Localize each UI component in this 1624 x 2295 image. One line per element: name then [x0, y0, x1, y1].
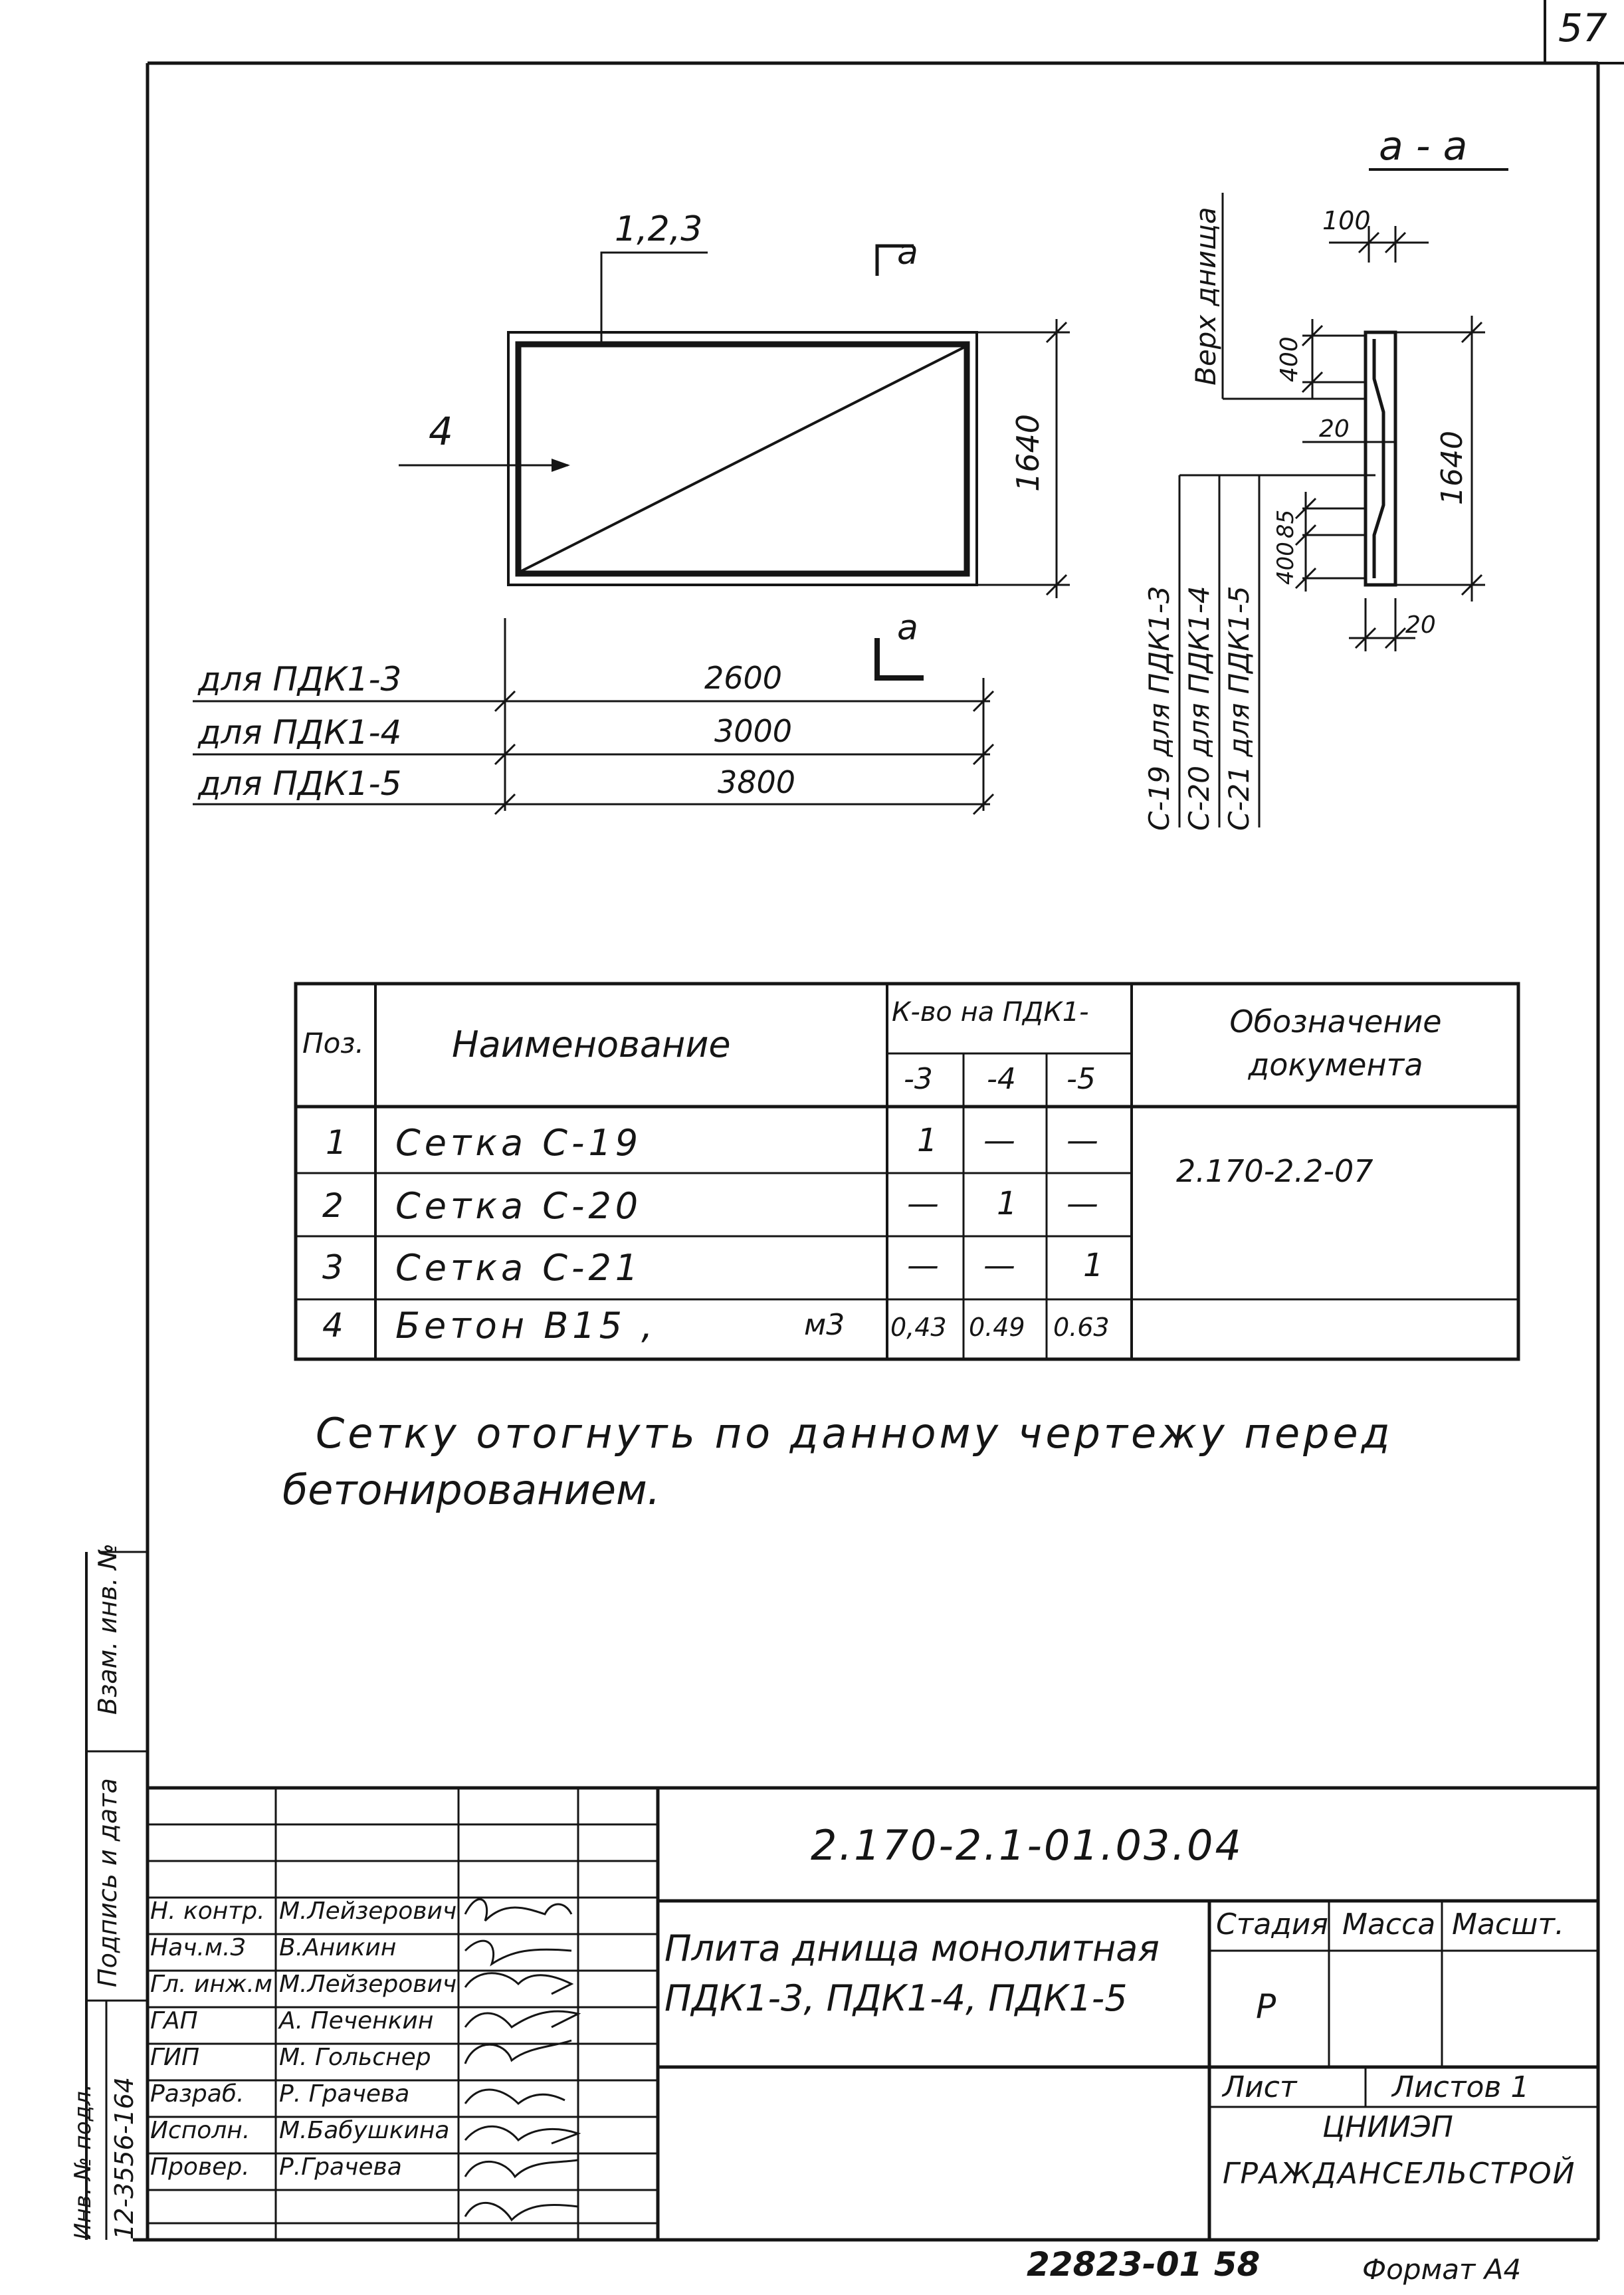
section-title: a - a [1379, 123, 1468, 169]
table-row-2-q4: 1 [997, 1185, 1017, 1222]
table-header-pos: Поз. [302, 1027, 364, 1059]
table-header-qty-4: -4 [987, 1062, 1016, 1096]
section-dim-20-bottom: 20 [1405, 611, 1436, 639]
staff-role-2: Нач.м.З [150, 1934, 246, 1961]
stage-label: Стадия [1216, 1908, 1328, 1941]
scale-label: Масшт. [1452, 1908, 1564, 1941]
length-row-value-3: 3800 [718, 764, 796, 800]
table-header-name: Наименование [452, 1024, 731, 1065]
table-header-qty: К-во на ПДК1- [892, 997, 1089, 1028]
section-dim-85: 85 [1272, 509, 1299, 538]
table-row-4-q4: 0.49 [969, 1313, 1025, 1342]
staff-role-1: Н. контр. [150, 1898, 265, 1925]
staff-role-3: Гл. инж.м [150, 1971, 272, 1998]
table-row-3-q4: — [983, 1247, 1015, 1284]
drawing-title-line-2: ПДК1-3, ПДК1-4, ПДК1-5 [664, 1977, 1128, 2019]
section-dim-20-mid: 20 [1319, 415, 1350, 443]
side-stamp-original-inv: Инв. № подл. [70, 2084, 96, 2240]
section-dim-400-bottom: 400 [1272, 542, 1299, 585]
note-line-2: бетонированием. [282, 1466, 660, 1514]
side-stamp-signature-date: Подпись и дата [93, 1778, 122, 1987]
staff-role-8: Провер. [150, 2153, 250, 2181]
callout-concrete-label: 4 [429, 409, 453, 454]
staff-role-4: ГАП [150, 2007, 198, 2034]
table-row-2-q5: — [1066, 1185, 1098, 1222]
document-code: 2.170-2.1-01.03.04 [811, 1821, 1243, 1870]
signatures [465, 1900, 578, 2220]
note-line-1: Сетку отогнуть по данному чертежу перед [316, 1409, 1393, 1458]
table-row-1-q5: — [1066, 1122, 1098, 1159]
table-row-4-pos: 4 [322, 1306, 344, 1345]
table-row-1-pos: 1 [326, 1123, 347, 1162]
sheet-label: Лист [1223, 2070, 1297, 2104]
mesh-label-c21: С-21 для ПДК1-5 [1223, 586, 1255, 831]
plan-height-dimension: 1640 [1010, 413, 1046, 492]
staff-name-5: М. Гольснер [279, 2044, 431, 2071]
table-row-3-q5: 1 [1083, 1247, 1104, 1284]
section-top-label: Верх днища [1189, 207, 1222, 385]
staff-name-1: М.Лейзерович [279, 1898, 457, 1925]
length-row-label-2: для ПДК1-4 [198, 713, 402, 752]
paper-format: Формат А4 [1362, 2253, 1522, 2286]
section-mark-bottom: a [897, 608, 918, 648]
staff-name-4: А. Печенкин [279, 2007, 434, 2034]
side-stamp-replacement: Взам. инв. № [93, 1543, 122, 1715]
table-row-1-q3: 1 [917, 1122, 938, 1159]
mesh-label-c20: С-20 для ПДК1-4 [1183, 586, 1215, 831]
section-dim-100: 100 [1322, 206, 1371, 235]
mesh-label-c19: С-19 для ПДК1-3 [1143, 586, 1175, 831]
page-number: 57 [1558, 5, 1607, 51]
section-dim-height: 1640 [1435, 431, 1469, 505]
sheets-label: Листов 1 [1392, 2070, 1530, 2104]
table-row-4-name: Бетон В15 , [395, 1305, 657, 1347]
staff-name-6: Р. Грачева [279, 2080, 410, 2108]
archive-number: 22823-01 58 [1027, 2245, 1261, 2284]
staff-name-3: М.Лейзерович [279, 1971, 457, 1998]
drawing-title-line-1: Плита днища монолитная [664, 1927, 1160, 1969]
table-row-3-pos: 3 [322, 1248, 344, 1287]
staff-name-8: Р.Грачева [279, 2153, 402, 2181]
staff-role-7: Исполн. [150, 2117, 251, 2144]
organization-line-2: ГРАЖДАНСЕЛЬСТРОЙ [1223, 2157, 1576, 2191]
length-row-value-1: 2600 [704, 660, 783, 696]
section-mark-top: a [897, 233, 918, 273]
stage-value: Р [1256, 1987, 1276, 2026]
table-doc-reference: 2.170-2.2-07 [1176, 1153, 1373, 1189]
table-row-3-name: Сетка С-21 [395, 1247, 643, 1289]
table-row-2-q3: — [907, 1185, 939, 1222]
table-row-4-unit: м3 [804, 1308, 845, 1342]
staff-name-7: М.Бабушкина [279, 2117, 450, 2144]
side-stamp-inv-number: 12-3556-164 [110, 2076, 139, 2240]
length-row-label-1: для ПДК1-3 [198, 660, 402, 699]
callout-bars-label: 1,2,3 [615, 209, 703, 249]
table-row-2-name: Сетка С-20 [395, 1185, 643, 1227]
table-header-doc: Обозначение документа [1229, 1004, 1442, 1083]
section-dim-400-top: 400 [1276, 336, 1303, 382]
table-header-qty-5: -5 [1066, 1062, 1096, 1096]
table-row-1-name: Сетка С-19 [395, 1122, 643, 1164]
table-header-qty-3: -3 [904, 1062, 933, 1096]
length-row-value-2: 3000 [714, 713, 793, 749]
organization-line-1: ЦНИИЭП [1322, 2110, 1453, 2144]
table-row-4-q3: 0,43 [890, 1313, 947, 1342]
table-row-4-q5: 0.63 [1053, 1313, 1110, 1342]
length-row-label-3: для ПДК1-5 [198, 764, 402, 803]
table-row-3-q3: — [907, 1247, 939, 1284]
table-row-2-pos: 2 [322, 1186, 344, 1225]
staff-role-6: Разраб. [150, 2080, 245, 2108]
staff-name-2: В.Аникин [279, 1934, 397, 1961]
staff-role-5: ГИП [150, 2044, 200, 2071]
table-row-1-q4: — [983, 1122, 1015, 1159]
mass-label: Масса [1342, 1908, 1436, 1941]
